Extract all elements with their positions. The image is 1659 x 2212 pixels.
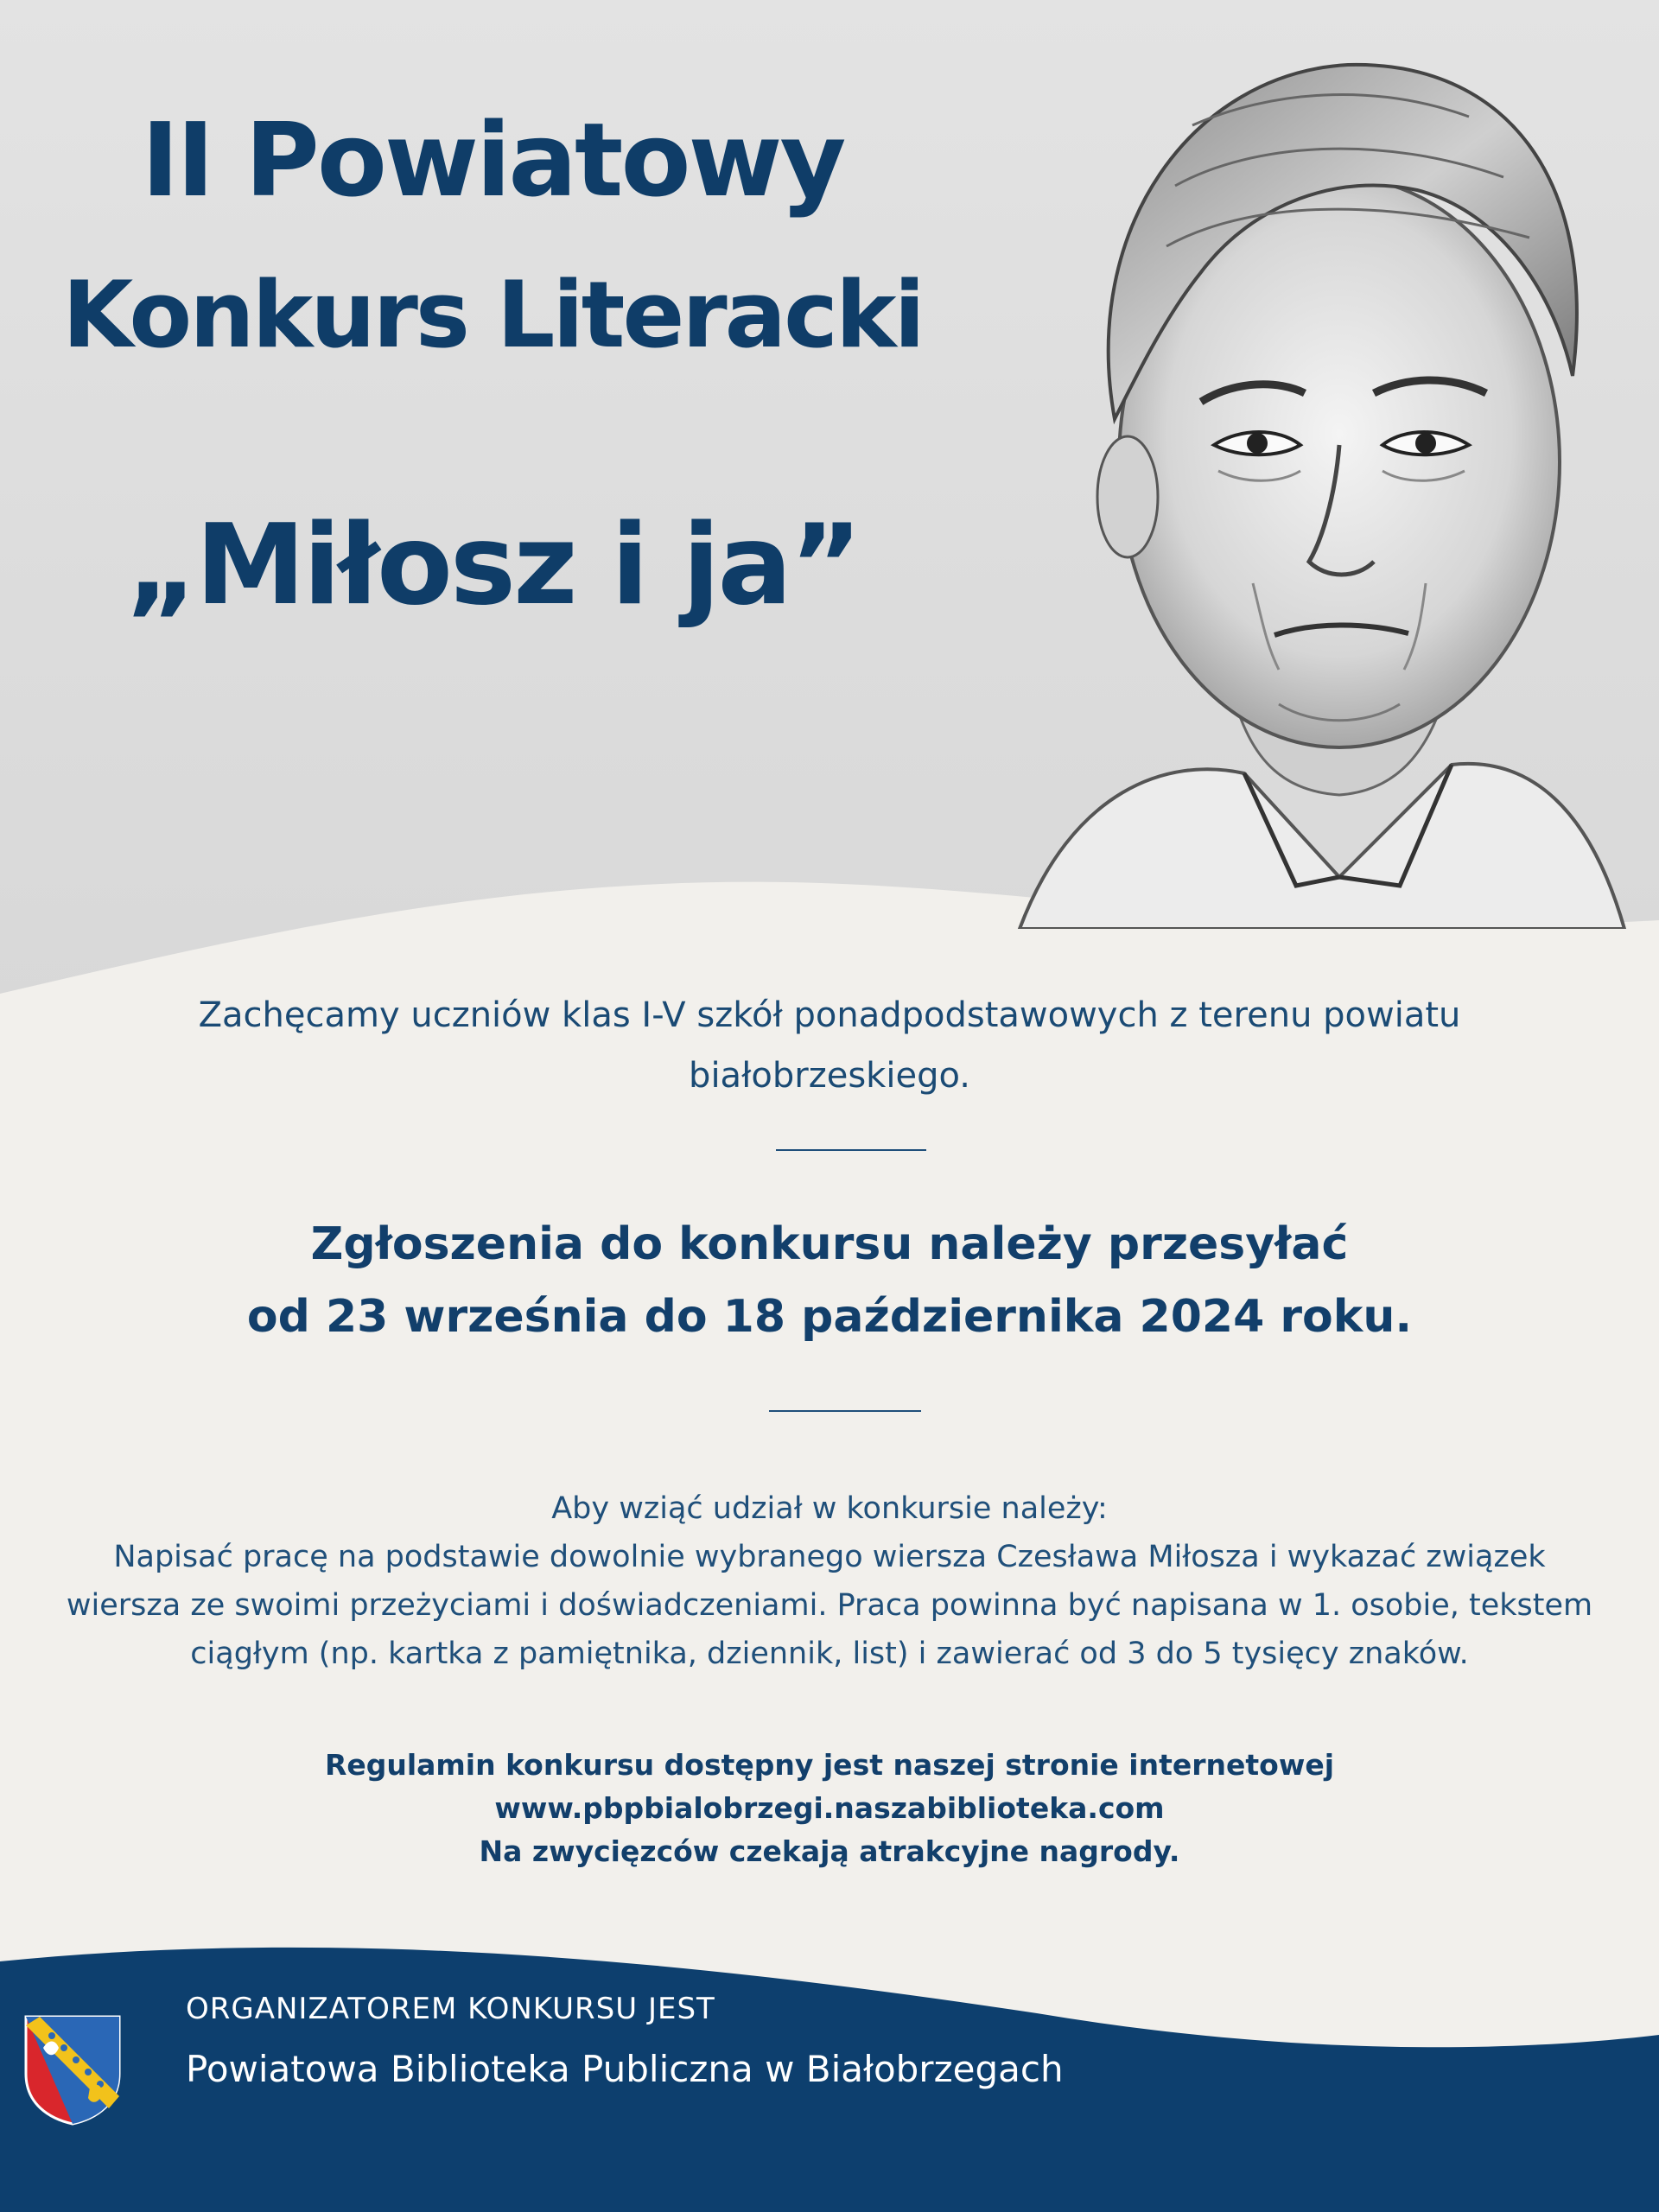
intro-line-1: Zachęcamy uczniów klas I-V szkół ponadpodstawowych z terenu powiatu [198,995,1461,1035]
requirements-text [26,1484,1633,1678]
info-line-1: Regulamin konkursu dostępny jest naszej stronie internetowej [324,1748,1335,1782]
deadline-line-2: od 23 września do 18 października 2024 roku. [246,1291,1413,1343]
info-line-3: Na zwycięzców czekają atrakcyjne nagrody. [479,1834,1180,1868]
requirements-line-4: ciągłym (np. kartka z pamiętnika, dziennik, list) i zawierać od 3 do 5 tysięcy znaków. [190,1637,1469,1671]
organizer-name: Powiatowa Biblioteka Publiczna w Białobrzegach [186,2048,1064,2090]
title-line-1: II Powiatowy [141,100,844,219]
title-line-3: „Miłosz i ja” [125,501,860,630]
intro-text [138,985,1521,1106]
requirements-line-3: wiersza ze swoimi przeżyciami i doświadczeniami. Praca powinna być napisana w 1. osobie, tekstem [66,1588,1593,1623]
divider-1 [776,1149,926,1151]
divider-2 [769,1410,921,1412]
requirements-line-2: Napisać pracę na podstawie dowolnie wybranego wiersza Czesława Miłosza i wykazać związek [113,1540,1546,1574]
organizer-label: ORGANIZATOREM KONKURSU JEST [186,1992,715,2026]
portrait-sketch [968,13,1642,929]
deadline-line-1: Zgłoszenia do konkursu należy przesyłać [310,1218,1349,1270]
deadline-text [86,1208,1573,1353]
website-url[interactable]: www.pbpbialobrzegi.naszabiblioteka.com [494,1791,1165,1825]
title-line-2: Konkurs Literacki [62,262,923,368]
coat-of-arms-icon [22,2013,123,2126]
requirements-line-1: Aby wziąć udział w konkursie należy: [551,1491,1108,1526]
intro-line-2: białobrzeskiego. [689,1056,970,1096]
info-text [138,1744,1521,1873]
